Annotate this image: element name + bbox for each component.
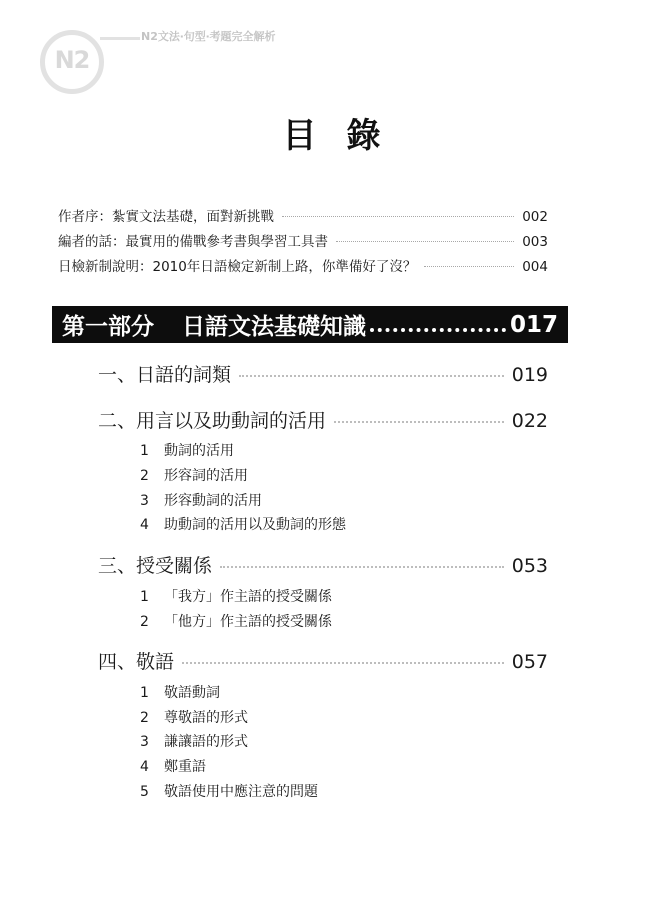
section-number: 3	[140, 734, 149, 750]
dot-leader	[336, 241, 514, 242]
chapter-title: 二、用言以及助動詞的活用	[98, 410, 327, 432]
section-4-3[interactable]	[140, 731, 248, 751]
section-label: 「他方」作主語的授受關係	[164, 614, 332, 630]
toc-entry-page: 004	[522, 259, 548, 275]
section-number: 5	[140, 784, 149, 800]
dot-leader	[182, 662, 504, 664]
chapter-page: 053	[511, 555, 548, 577]
section-2-1[interactable]	[140, 440, 234, 460]
section-2-4[interactable]	[140, 514, 346, 534]
section-4-5[interactable]	[140, 781, 318, 801]
dot-leader	[424, 266, 514, 267]
section-label: 形容詞的活用	[164, 468, 248, 484]
dot-leader	[282, 216, 514, 217]
section-label: 動詞的活用	[164, 443, 234, 459]
badge-text: N2	[54, 46, 90, 74]
toc-entry-label: 編者的話：最實用的備戰參考書與學習工具書	[58, 234, 328, 250]
section-number: 4	[140, 759, 149, 775]
toc-entry-exam-info[interactable]	[58, 255, 548, 275]
dot-leader	[370, 328, 506, 332]
toc-entry-editor-note[interactable]	[58, 230, 548, 250]
section-number: 2	[140, 710, 149, 726]
section-number: 3	[140, 493, 149, 509]
section-number: 1	[140, 589, 149, 605]
part-label: 第一部分	[62, 314, 154, 340]
dot-leader	[220, 566, 504, 568]
toc-entry-label: 作者序：紮實文法基礎，面對新挑戰	[58, 209, 274, 225]
book-subtitle: N2文法‧句型‧考題完全解析	[141, 30, 276, 43]
part-title: 日語文法基礎知識	[182, 314, 366, 340]
toc-entry-label: 日檢新制說明：2010年日語檢定新制上路，你準備好了沒？	[58, 259, 417, 275]
chapter-title: 三、授受關係	[98, 555, 213, 577]
chapter-4[interactable]	[98, 647, 548, 674]
chapter-title: 四、敬語	[98, 651, 175, 673]
section-4-1[interactable]	[140, 682, 220, 702]
part-one-banner[interactable]	[52, 306, 568, 343]
section-3-2[interactable]	[140, 611, 332, 631]
chapter-1[interactable]	[98, 360, 548, 387]
toc-entry-preface[interactable]	[58, 205, 548, 225]
dot-leader	[334, 421, 504, 423]
section-number: 4	[140, 517, 149, 533]
section-label: 尊敬語的形式	[164, 710, 248, 726]
section-number: 2	[140, 468, 149, 484]
chapter-title: 一、日語的詞類	[98, 364, 232, 386]
section-label: 敬語動詞	[164, 685, 220, 701]
section-3-1[interactable]	[140, 586, 332, 606]
toc-entry-page: 002	[522, 209, 548, 225]
section-label: 助動詞的活用以及動詞的形態	[164, 517, 346, 533]
header-rule	[100, 37, 140, 40]
section-number: 2	[140, 614, 149, 630]
chapter-3[interactable]	[98, 551, 548, 578]
section-2-3[interactable]	[140, 490, 262, 510]
toc-entry-page: 003	[522, 234, 548, 250]
section-label: 敬語使用中應注意的問題	[164, 784, 318, 800]
chapter-page: 019	[511, 364, 548, 386]
section-number: 1	[140, 685, 149, 701]
n2-badge-logo	[40, 30, 112, 102]
section-2-2[interactable]	[140, 465, 248, 485]
dot-leader	[239, 375, 504, 377]
chapter-2[interactable]	[98, 406, 548, 433]
part-page: 017	[509, 311, 558, 338]
section-label: 「我方」作主語的授受關係	[164, 589, 332, 605]
chapter-page: 057	[511, 651, 548, 673]
section-4-4[interactable]	[140, 756, 206, 776]
chapter-page: 022	[511, 410, 548, 432]
section-label: 形容動詞的活用	[164, 493, 262, 509]
page-title: 目錄	[282, 116, 411, 156]
section-label: 鄭重語	[164, 759, 206, 775]
section-label: 謙讓語的形式	[164, 734, 248, 750]
section-number: 1	[140, 443, 149, 459]
section-4-2[interactable]	[140, 707, 248, 727]
